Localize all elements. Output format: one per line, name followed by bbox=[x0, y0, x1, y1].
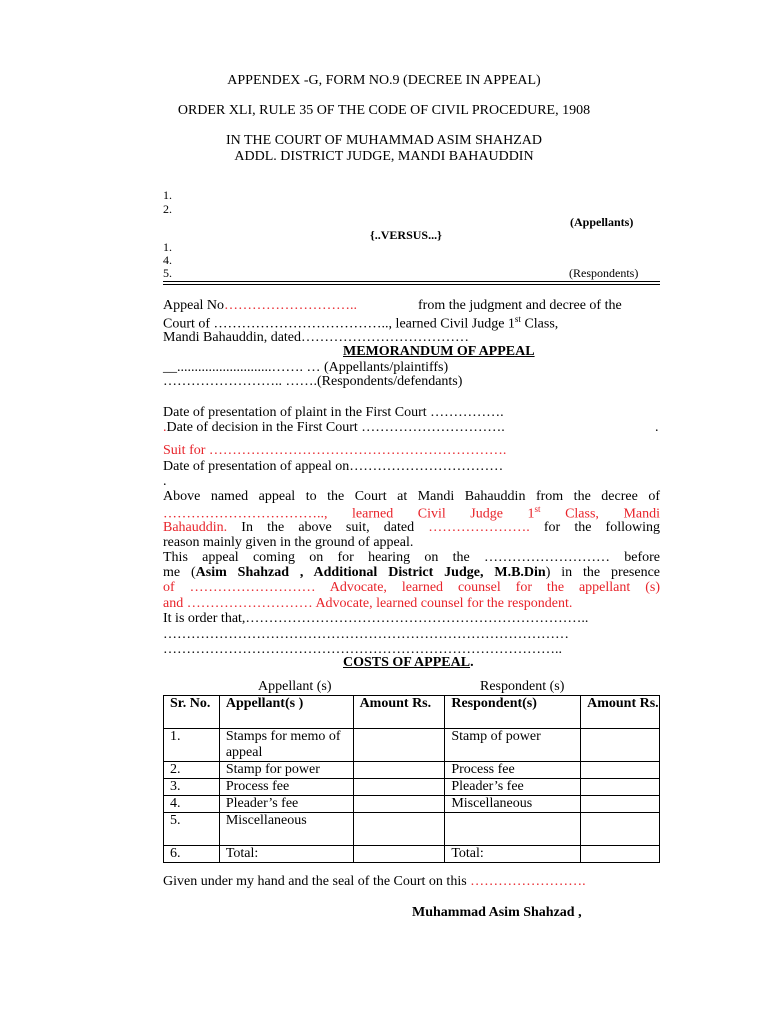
above-named-line: Above named appeal to the Court at Mandi Bahauddin from the decree of bbox=[163, 489, 660, 504]
costs-heading bbox=[343, 655, 474, 671]
cell-sr: 1. bbox=[164, 729, 220, 762]
respondents-defendants-line: …………………….. …….(Respondents/defendants) bbox=[163, 374, 463, 389]
date-decision-end: . bbox=[655, 420, 659, 435]
date-decision-dot: . bbox=[163, 420, 167, 435]
cell-sr: 3. bbox=[164, 779, 220, 796]
cell-amount bbox=[353, 846, 445, 863]
blank-line: …………………………………………………………………………… bbox=[163, 627, 569, 642]
cell-respondent-total: Total: bbox=[445, 846, 581, 863]
cell-appellant: Stamps for memo of appeal bbox=[219, 729, 353, 762]
table-header-row bbox=[164, 696, 660, 729]
for-following-text: for the following bbox=[529, 520, 660, 535]
appeal-no-line bbox=[163, 298, 357, 314]
date-decision-text: Date of decision in the First Court …………………………. bbox=[166, 420, 505, 435]
cell-amount bbox=[581, 729, 660, 762]
respondent-number: 5. bbox=[163, 266, 172, 280]
respondent-caption: Respondent (s) bbox=[480, 679, 565, 694]
cell-amount bbox=[581, 762, 660, 779]
cell-amount bbox=[353, 729, 445, 762]
cell-respondent: Stamp of power bbox=[445, 729, 581, 762]
appellant-number: 1. bbox=[163, 188, 172, 202]
me-open: me ( bbox=[163, 565, 196, 580]
cell-amount bbox=[581, 813, 660, 846]
learned-civil-text: …………………………….., learned Civil Judge 1 bbox=[163, 506, 535, 522]
court-subtitle: ADDL. DISTRICT JUDGE, MANDI BAHAUDDIN bbox=[234, 149, 534, 164]
respondent-advocate-line: and ……………………… Advocate, learned counsel for the respondent. bbox=[163, 596, 573, 611]
bahauddin-text: Bahauddin. bbox=[163, 520, 228, 535]
cell-appellant: Process fee bbox=[219, 779, 353, 796]
date-appeal-line: Date of presentation of appeal on…………………………… bbox=[163, 459, 504, 474]
date-decision-line bbox=[163, 420, 505, 436]
judge-name: Asim Shahzad , Additional District Judge, M.B.Din bbox=[195, 565, 546, 580]
header-amount: Amount Rs. bbox=[353, 696, 445, 729]
header-appellant: Appellant(s ) bbox=[219, 696, 353, 729]
costs-period: . bbox=[470, 655, 474, 670]
court-of-text: Court of ……………………………….., learned Civil Judge 1 bbox=[163, 316, 515, 332]
appellants-label: (Appellants) bbox=[570, 215, 634, 229]
in-above-suit-line bbox=[163, 520, 660, 536]
order-rule-title: ORDER XLI, RULE 35 OF THE CODE OF CIVIL PROCEDURE, 1908 bbox=[177, 103, 591, 118]
ordinal-sup: st bbox=[534, 504, 541, 514]
respondent-number: 1. bbox=[163, 240, 172, 254]
in-above-suit-text: In the above suit, dated bbox=[227, 520, 429, 535]
appellant-advocate-line: of ……………………… Advocate, learned counsel for the appellant (s) bbox=[163, 580, 660, 595]
appellant-caption: Appellant (s) bbox=[258, 679, 332, 694]
table-row bbox=[164, 796, 660, 813]
class-text: Class, bbox=[520, 316, 559, 332]
cell-appellant-total: Total: bbox=[219, 846, 353, 863]
cell-sr: 5. bbox=[164, 813, 220, 846]
cell-amount bbox=[353, 762, 445, 779]
table-row bbox=[164, 813, 660, 846]
cell-sr: 4. bbox=[164, 796, 220, 813]
given-under-text: Given under my hand and the seal of the Court on this bbox=[163, 874, 471, 889]
cell-sr: 6. bbox=[164, 846, 220, 863]
blank-line: ………………………………………………………………………….. bbox=[163, 642, 562, 657]
given-under-line bbox=[163, 874, 586, 890]
from-judgment-text: from the judgment and decree of the bbox=[418, 298, 622, 313]
court-title: IN THE COURT OF MUHAMMAD ASIM SHAHZAD bbox=[225, 133, 542, 148]
versus-label: {..VERSUS...} bbox=[370, 228, 442, 242]
table-row bbox=[164, 729, 660, 762]
cell-appellant: Pleader’s fee bbox=[219, 796, 353, 813]
cell-amount bbox=[581, 779, 660, 796]
date-presentation-plaint: Date of presentation of plaint in the First Court ……………. bbox=[163, 405, 504, 420]
appellant-number: 2. bbox=[163, 202, 172, 216]
appellants-plaintiffs-line: __...........................……. … (Appellants/plaintiffs) bbox=[163, 360, 449, 375]
judge-signature-name: Muhammad Asim Shahzad , bbox=[412, 905, 582, 920]
cell-respondent: Pleader’s fee bbox=[445, 779, 581, 796]
suit-for-line: Suit for ………………………………………………………. bbox=[163, 443, 507, 458]
mandi-dated-line: Mandi Bahauddin, dated……………………………… bbox=[163, 330, 470, 345]
header-respondent: Respondent(s) bbox=[445, 696, 581, 729]
date-appeal-cont: . bbox=[163, 474, 167, 489]
cell-amount bbox=[581, 796, 660, 813]
cell-amount bbox=[581, 846, 660, 863]
presence-line bbox=[163, 565, 660, 581]
cell-respondent: Miscellaneous bbox=[445, 796, 581, 813]
costs-title: COSTS OF APPEAL bbox=[343, 655, 471, 670]
respondent-number: 4. bbox=[163, 253, 172, 267]
learned-civil-tail: Class, Mandi bbox=[540, 506, 660, 522]
respondents-label: (Respondents) bbox=[569, 266, 639, 280]
cell-amount bbox=[353, 779, 445, 796]
cell-appellant: Miscellaneous bbox=[219, 813, 353, 846]
cell-appellant: Stamp for power bbox=[219, 762, 353, 779]
reason-line: reason mainly given in the ground of appeal. bbox=[163, 535, 414, 550]
me-close: ) in the presence bbox=[545, 565, 660, 580]
ordinal-sup: st bbox=[514, 314, 521, 324]
seal-date-blank: ……………………. bbox=[470, 874, 586, 889]
form-title: APPENDEX -G, FORM NO.9 (DECREE IN APPEAL) bbox=[227, 73, 541, 88]
costs-table bbox=[163, 695, 660, 863]
cell-respondent: Process fee bbox=[445, 762, 581, 779]
coming-on-line: This appeal coming on for hearing on the ……………………… before bbox=[163, 550, 660, 565]
header-sr: Sr. No. bbox=[164, 696, 220, 729]
cell-amount bbox=[353, 813, 445, 846]
order-line: It is order that,……………………………………………………………….. bbox=[163, 611, 589, 626]
memorandum-heading: MEMORANDUM OF APPEAL bbox=[343, 344, 535, 359]
appeal-no-label: Appeal No bbox=[163, 298, 225, 313]
table-total-row bbox=[164, 846, 660, 863]
table-row bbox=[164, 762, 660, 779]
divider-line bbox=[163, 284, 660, 285]
header-amount: Amount Rs. bbox=[581, 696, 660, 729]
appeal-no-blank: ……………………….. bbox=[224, 298, 358, 313]
cell-amount bbox=[353, 796, 445, 813]
suit-dated-blank: …………………. bbox=[428, 520, 530, 535]
cell-sr: 2. bbox=[164, 762, 220, 779]
table-row bbox=[164, 779, 660, 796]
divider-line bbox=[163, 281, 660, 282]
cell-respondent bbox=[445, 813, 581, 846]
